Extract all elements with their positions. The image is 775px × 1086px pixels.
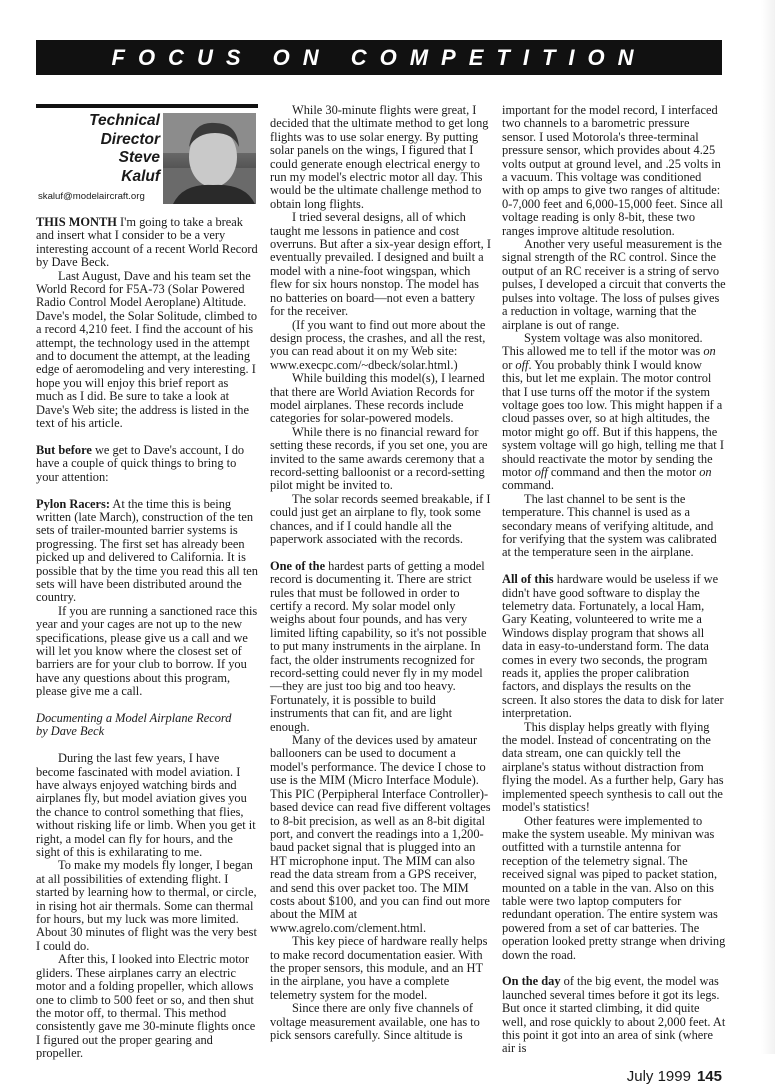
body-text: This display helps greatly with flying the model. Instead of concentrating on the data stream, one can quickly tell the airplane's status without distraction from flying the model. As a further help, Gary has implemented speech synthesis to call out the model's statistics!	[502, 719, 724, 815]
article-paragraph	[502, 573, 726, 720]
article-paragraph	[270, 104, 492, 211]
article-paragraph	[270, 1002, 492, 1042]
body-text: Another very useful measurement is the signal strength of the RC control. Since the output of an RC receiver is a string of servo pulses, I developed a circuit that converts the pulses into voltage. The loss of pulses gives a reduction in voltage, warning that the airplane is out of range.	[502, 237, 726, 332]
author-title-line: Kaluf	[121, 167, 160, 185]
lead-in-text: On the day	[502, 974, 561, 989]
body-text: of the big event, the model was launched several times before it got its legs. But once it started climbing, it did quite well, and rose quickly to about 2,000 feet. At this point it got into an area of sink (where air is	[502, 974, 726, 1056]
italic-text: off	[534, 464, 548, 479]
lead-in-text: THIS MONTH	[36, 215, 117, 229]
body-text: At the time this is being written (late March), construction of the ten sets of trailer-mounted barrier systems is progressing. The first set has already been picked up and delivered to California. It is possible that by the time you read this all ten sets will have been distributed around the country.	[36, 496, 258, 605]
body-text: After this, I looked into Electric motor gliders. These airplanes carry an electric motor and a folding propeller, which allows one to climb to 500 feet or so, and then shut the motor off, to thermal. This method consistently gave me 30-minute flights once I figured out the proper gearing and propeller.	[36, 952, 256, 1061]
body-text: command and then the motor	[547, 464, 700, 479]
body-text: important for the model record, I interfaced two channels to a barometric pressure sensor. I used Motorola's three-terminal pressure sensor, which provides about 4.25 volts output at ground level, and .25 volts in a vacuum. This voltage was conditioned with op amps to give two ranges of altitude: 0-7,000 feet and 6,000-15,000 feet. Since all voltage reading is only 8-bit, these two ranges improve altitude resolution.	[502, 103, 723, 238]
article-paragraph	[502, 104, 726, 238]
body-text: or	[502, 357, 516, 372]
body-text: The solar records seemed breakable, if I could just get an airplane to fly, took some chances, and if I could handle all the paperwork associated with the records.	[270, 491, 491, 546]
article-paragraph	[270, 372, 492, 426]
column-3	[502, 104, 726, 1086]
page-edge	[761, 0, 775, 1054]
article-paragraph	[502, 238, 726, 332]
article-paragraph	[502, 975, 726, 1055]
author-title-line: Director	[100, 130, 160, 148]
author-email[interactable]: skaluf@modelaircraft.org	[38, 191, 145, 202]
body-text: hardest parts of getting a model record is documenting it. There are strict rules that must be followed in order to certify a record. My solar model only weighs about four pounds, and has very limited lifting capability, so it's not possible to put many instruments in the airplane. In fact, the older instruments recognized for record-setting could never fly in my model—they are just too big and too heavy. Fortunately, it is possible to build instruments that can fit, and are light enough.	[270, 558, 487, 734]
lead-in-text: One of the	[270, 558, 326, 573]
issue-date: July 1999	[626, 1067, 691, 1085]
body-text: The last channel to be sent is the temperature. This channel is used as a secondary means of verifying altitude, and for verifying that the system was calibrated at the temperature seen in the airplane.	[502, 491, 717, 560]
body-text: While building this model(s), I learned that there are World Aviation Records for model airplanes. These records include categories for solar-powered models.	[270, 371, 485, 426]
article-paragraph	[270, 319, 492, 373]
body-text: During the last few years, I have become fascinated with model aviation. I have always enjoyed watching birds and airplanes fly, but model aviation gives you the chance to control something that flies, without risking life or limb. When you get it right, a model can fly for hours, and the sight of this is exhilarating to me.	[36, 751, 256, 860]
body-text: Other features were implemented to make the system useable. My minivan was outfitted with a turnstile antenna for reception of the telemetry signal. The received signal was piped to packet station, mounted on a table in the van. Also on this table were two laptop computers for redundant operation. The entire system was powered from a set of car batteries. The operation looked pretty strange when driving down the road.	[502, 813, 726, 962]
article-paragraph	[502, 493, 726, 560]
body-text: . You probably think I would know this, but let me explain. The motor control that I use turns off the motor if the system voltage goes too low. This might happen if a cloud passes over, so at high altitudes, the motor might go off. But if this happens, the system voltage will go high, telling me that I should reactivate the motor by sending the motor	[502, 357, 724, 479]
lead-in-text: All of this	[502, 572, 554, 587]
author-title-line: Steve	[118, 149, 160, 166]
body-text: I'm going to take a break and insert what I consider to be a very interesting account of a recent World Record by Dave Beck.	[36, 215, 258, 270]
body-text: Many of the devices used by amateur ballooners can be used to document a model's performance. The device I chose to use is the MIM (Micro Interface Module). This PIC (Perpipheral Interface Controller)-based device can read five different voltages to 8-bit precision, as well as an 8-bit digital port, and convert the readings into a 1,200-baud packet signal that is plugged into an HT microphone input. The MIM can also read the data stream from a GPS receiver, and send this over packet too. The MIM costs about $100, and you can find out more about the MIM at www.agrelo.com/clement.html.	[270, 733, 491, 935]
article-paragraph	[36, 270, 258, 431]
body-text: command.	[502, 478, 554, 493]
section-banner	[36, 40, 722, 75]
italic-text: on	[703, 344, 716, 359]
body-text: While 30-minute flights were great, I decided that the ultimate method to get long flights was to use solar energy. By putting solar panels on the wings, I figured that I could generate enough electrical energy to run my model's electric motor all day. This would be the ultimate challenge method to obtain long flights.	[270, 103, 489, 211]
article-paragraph	[270, 734, 492, 935]
body-text: While there is no financial reward for setting these records, if you set one, you are invited to the same awards ceremony that a record-setting balloonist or a record-setting pilot might be invited to.	[270, 424, 488, 493]
article-paragraph	[270, 426, 492, 493]
article-paragraph	[502, 815, 726, 962]
italic-text: on	[699, 464, 712, 479]
body-text: hardware would be useless if we didn't have good software to display the telemetry data. Fortunately, a local Ham, Gary Keating, volunteered to write me a Windows display program that shows all data in easy-to-understand form. The data comes in every two seconds, the program reads it, applies the proper calibration factors, and displays the results on the screen. It also stores the data to disk for later interpretation.	[502, 572, 724, 721]
page-footer	[502, 1068, 726, 1086]
lead-in-text: Pylon Racers:	[36, 496, 110, 511]
article-paragraph	[502, 721, 726, 815]
body-text: we get to Dave's account, I do have a couple of quick things to bring to your attention:	[36, 442, 245, 484]
author-byline	[36, 104, 258, 206]
article-paragraph	[36, 953, 258, 1060]
body-text: Since there are only five channels of voltage measurement available, one has to pick sensors carefully. Since altitude is	[270, 1001, 480, 1043]
article-paragraph	[36, 752, 258, 859]
article-paragraph	[36, 216, 258, 270]
author-title-line: Technical	[89, 112, 160, 129]
article-paragraph	[502, 332, 726, 493]
article-paragraph	[36, 498, 258, 605]
body-text: To make my models fly longer, I began at all possibilities of extending flight. I started by learning how to thermal, or circle, in rising hot air thermals. Some can thermal for hours, but my luck was more limited. About 30 minutes of flight was the very best I could do.	[36, 858, 257, 953]
author-photo	[163, 113, 256, 204]
article-paragraph	[270, 211, 492, 318]
article-paragraph	[36, 712, 258, 725]
italic-text: off	[515, 357, 529, 372]
body-text: (If you want to find out more about the design process, the crashes, and all the rest, you can read about it on my Web site: www.execpc.com/~dbeck/solar.html.)	[270, 317, 486, 372]
italic-text: Documenting a Model Airplane Record	[36, 710, 232, 725]
body-text: If you are running a sanctioned race this year and your cages are not up to the new specifications, please give us a call and we will let you know where the closest set of barriers are for your club to borrow. If you have any questions about this program, please give me a call.	[36, 603, 258, 699]
column-2	[270, 104, 492, 1042]
article-paragraph	[270, 935, 492, 1002]
italic-text: by Dave Beck	[36, 724, 105, 739]
article-paragraph	[36, 605, 258, 699]
body-text: Last August, Dave and his team set the World Record for F5A-73 (Solar Powered Radio Control Model Aeroplane) Altitude. Dave's model, the Solar Solitude, climbed to a record 4,210 feet. I find the account of his attempt, the technology used in the attempt and to document the attempt, at the leading edge of aeromodeling and very interesting. I hope you will enjoy this brief report as much as I did. Be sure to take a look at Dave's Web site; the address is listed in the text of his article.	[36, 268, 258, 431]
body-text: I tried several designs, all of which taught me lessons in patience and cost overruns. But after a six-year design effort, I eventually prevailed. I designed and built a model with a nine-foot wingspan, which flew for six hours nonstop. The model has no batteries on board—not even a battery for the receiver.	[270, 210, 492, 319]
article-paragraph	[270, 493, 492, 547]
lead-in-text: But before	[36, 442, 92, 457]
column-1	[36, 104, 258, 1061]
article-paragraph	[36, 859, 258, 953]
article-paragraph	[270, 560, 492, 734]
body-text: This key piece of hardware really helps to make record documentation easier. With the proper sensors, this module, and an HT in the airplane, you have a complete telemetry system for the model.	[270, 934, 488, 1002]
page-number: 145	[696, 1067, 722, 1085]
body-text: System voltage was also monitored. This allowed me to tell if the motor was	[502, 330, 704, 359]
article-paragraph	[36, 444, 258, 484]
banner-title: FOCUS ON COMPETITION	[111, 44, 647, 70]
article-paragraph	[36, 725, 258, 738]
author-title	[89, 112, 160, 186]
